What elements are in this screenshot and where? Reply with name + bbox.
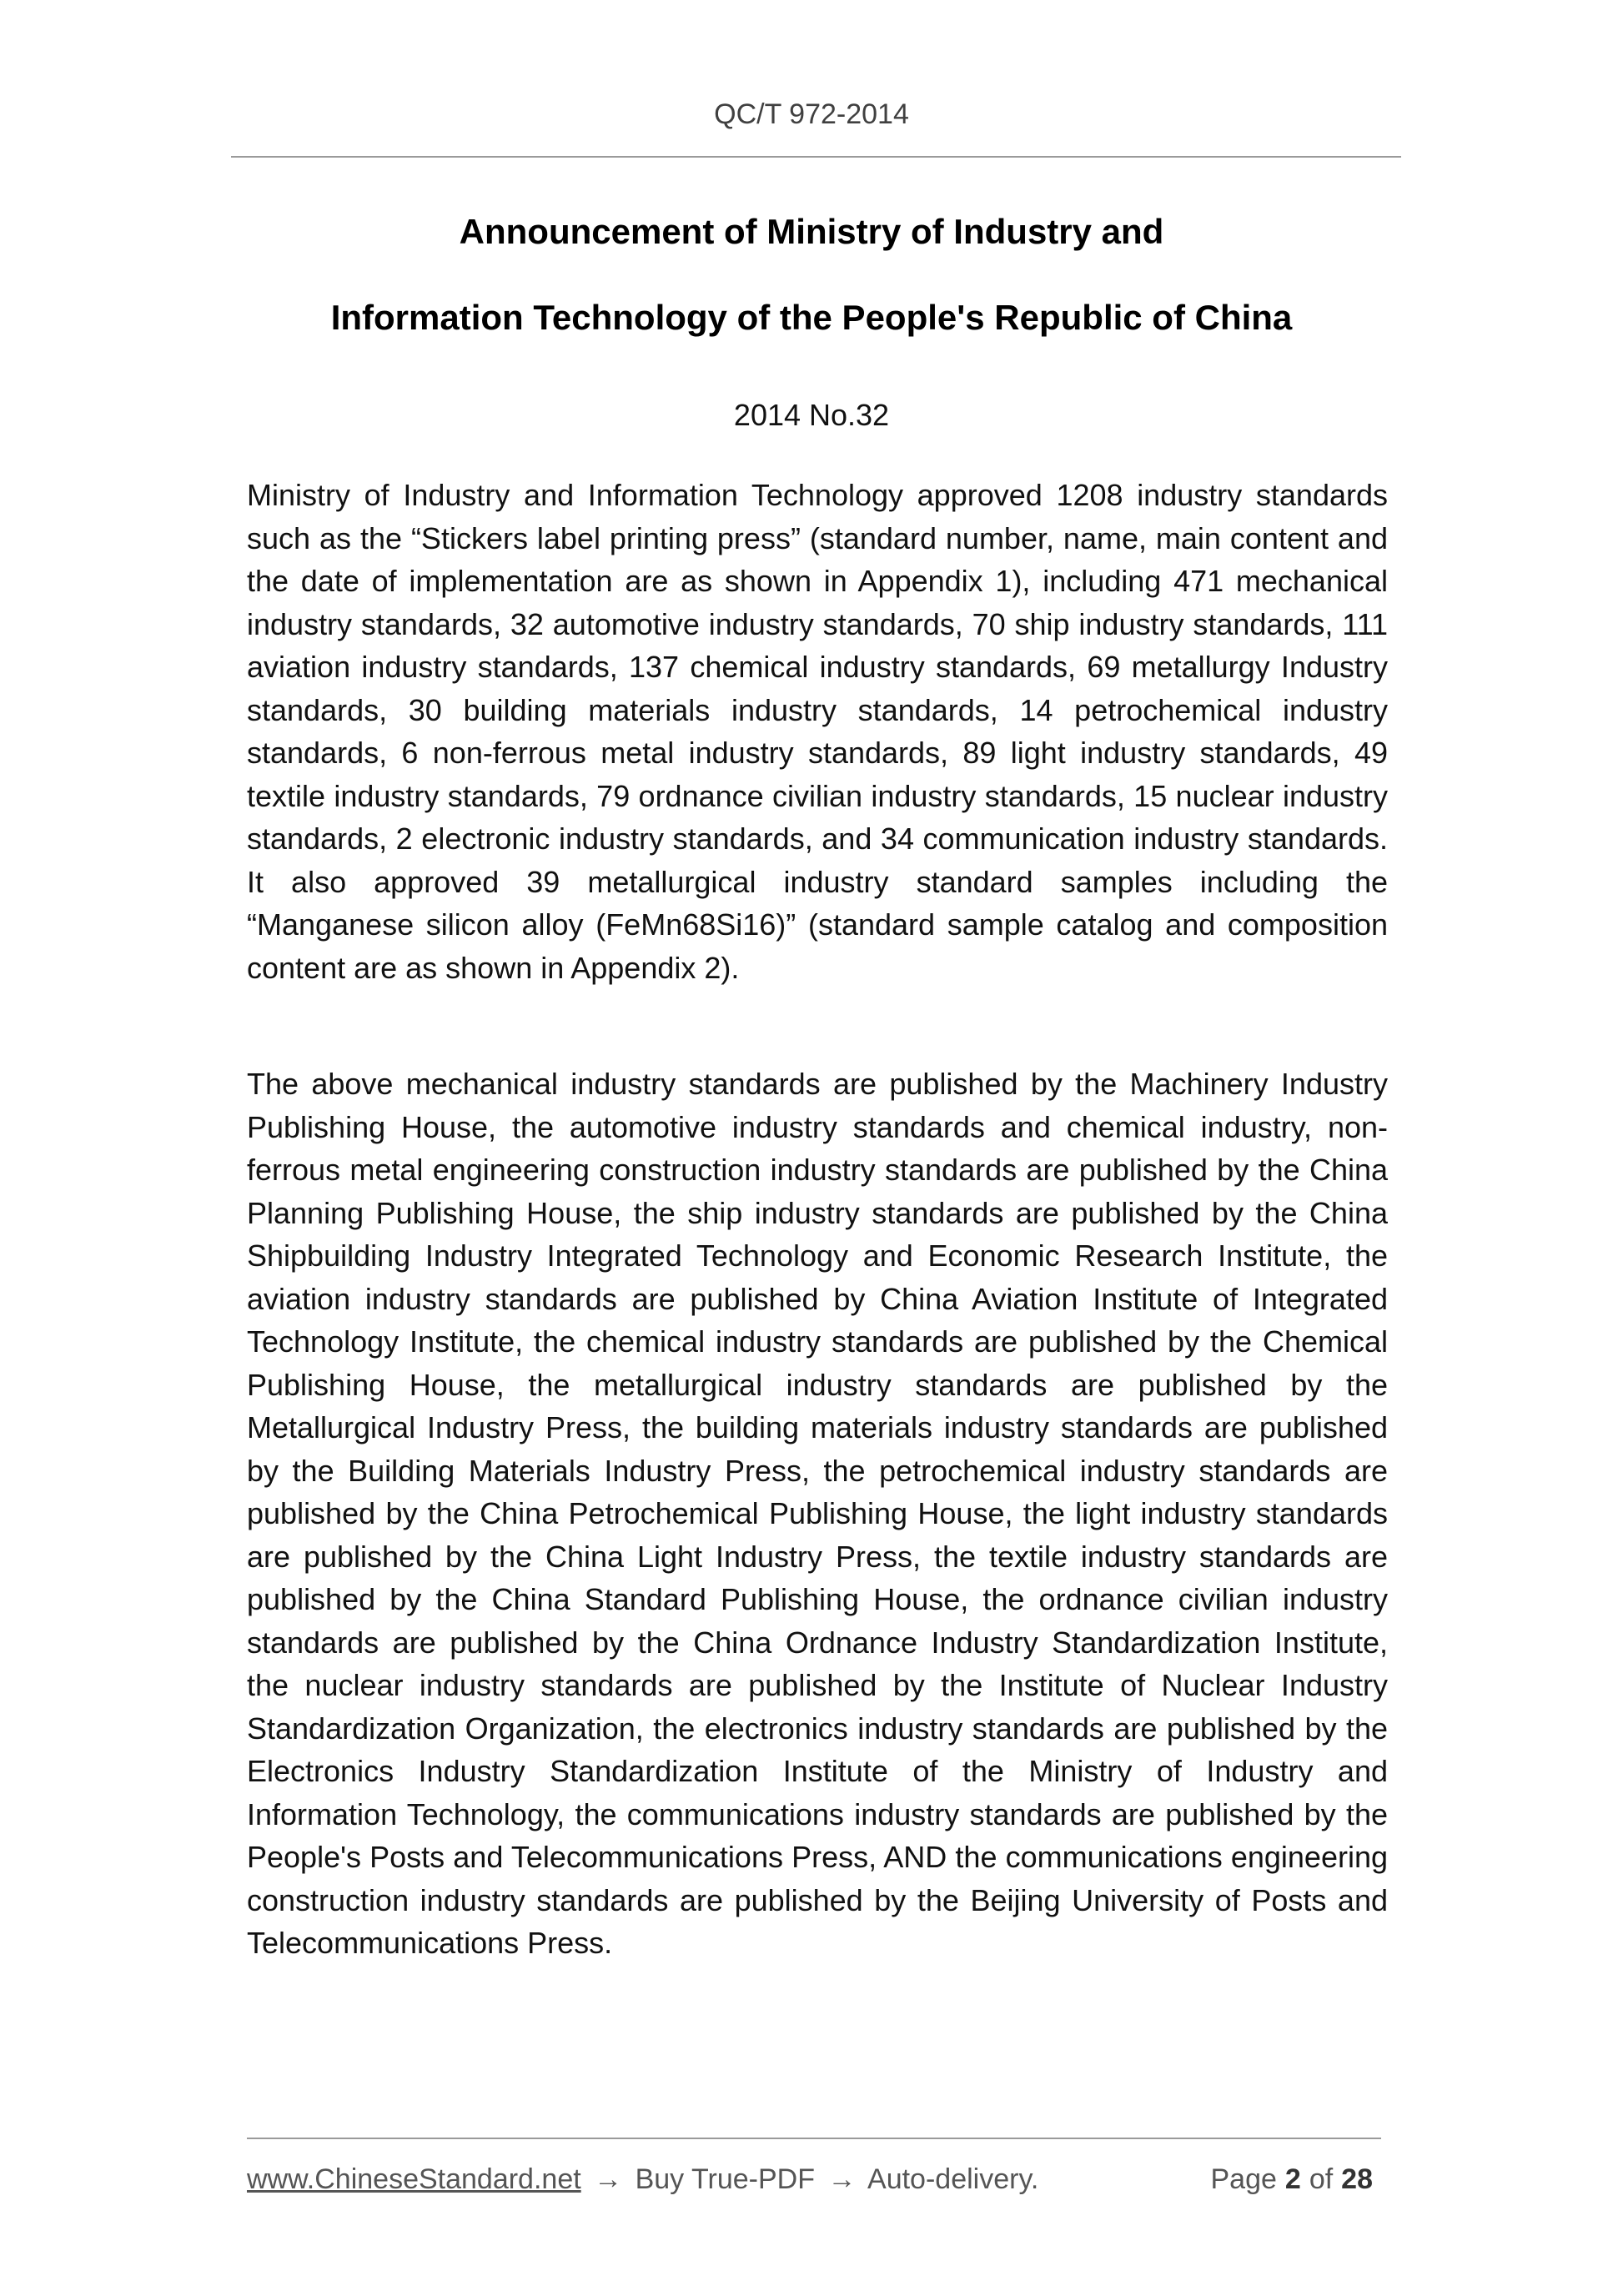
current-page-number: 2 bbox=[1284, 2163, 1301, 2195]
page-footer bbox=[247, 2163, 1381, 2196]
announcement-paragraph-2: The above mechanical industry standards are published by the Machinery Industry Publishing House, the automotive industry standards and chemical industry, non-ferrous metal engineering construction industry standards are published by the China Planning Publishing House, the ship industry standards are published by the China Shipbuilding Industry Integrated Technology and Economic Research Institute, the aviation industry standards are published by China Aviation Institute of Integrated Technology Institute, the chemical industry standards are published by the Chemical Publishing House, the metallurgical industry standards are published by the Metallurgical Industry Press, the building materials industry standards are published by the Building Materials Industry Press, the petrochemical industry standards are published by the China Petrochemical Publishing House, the light industry standards are published by the China Light Industry Press, the textile industry standards are published by the China Standard Publishing House, the ordnance civilian industry standards are published by the China Ordnance Industry Standardization Institute, the nuclear industry standards are published by the Institute of Nuclear Industry Standardization Organization, the electronics industry standards are published by the Electronics Industry Standardization Institute of the Ministry of Industry and Information Technology, the communications industry standards are published by the People's Posts and Telecommunications Press, AND the communications engineering construction industry standards are published by the Beijing University of Posts and Telecommunications Press. bbox=[247, 1067, 1388, 1960]
announcement-paragraph-1: Ministry of Industry and Information Technology approved 1208 industry standards such as the “Stickers label printing press” (standard number, name, main content and the date of implementation are as shown in Appendix 1), including 471 mechanical industry standards, 32 automotive industry standards, 70 ship industry standards, 111 aviation industry standards, 137 chemical industry standards, 69 metallurgy Industry standards, 30 building materials industry standards, 14 petrochemical industry standards, 6 non-ferrous metal industry standards, 89 light industry standards, 49 textile industry standards, 79 ordnance civilian industry standards, 15 nuclear industry standards, 2 electronic industry standards, and 34 communication industry standards. It also approved 39 metallurgical industry standard samples including the “Manganese silicon alloy (FeMn68Si16)” (standard sample catalog and composition content are as shown in Appendix 2). bbox=[247, 478, 1388, 985]
document-code-header: QC/T 972-2014 bbox=[714, 98, 909, 130]
announcement-title-line-2: Information Technology of the People's Republic of China bbox=[330, 298, 1293, 337]
page-label: Page bbox=[1210, 2163, 1277, 2195]
header-divider bbox=[231, 156, 1401, 158]
auto-delivery-text: Auto-delivery. bbox=[867, 2163, 1039, 2195]
website-link[interactable]: www.ChineseStandard.net bbox=[247, 2163, 581, 2195]
arrow-right-icon: → bbox=[827, 2163, 857, 2195]
total-pages-number: 28 bbox=[1341, 2163, 1373, 2195]
arrow-right-icon: → bbox=[594, 2163, 623, 2195]
footer-divider bbox=[247, 2138, 1381, 2139]
page-indicator bbox=[1210, 2163, 1381, 2196]
announcement-number: 2014 No.32 bbox=[733, 398, 890, 432]
buy-pdf-text: Buy True-PDF bbox=[635, 2163, 815, 2195]
of-label: of bbox=[1309, 2163, 1334, 2195]
announcement-title-line-1: Announcement of Ministry of Industry and bbox=[459, 212, 1164, 251]
